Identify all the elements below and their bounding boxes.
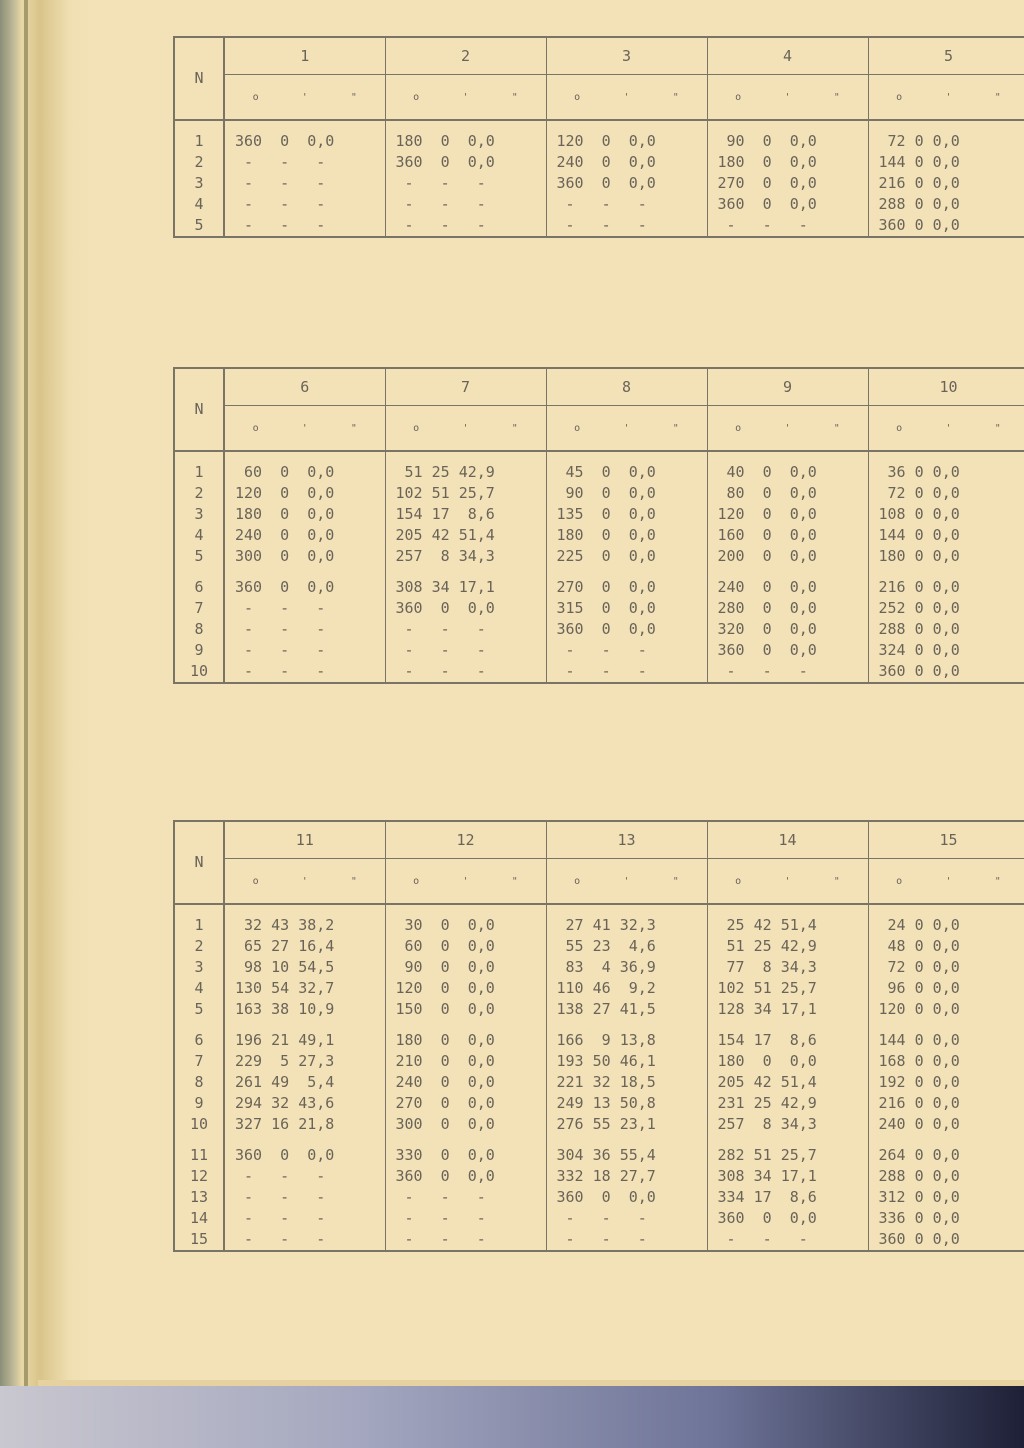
angle-cell: 180 0 0,0 bbox=[707, 152, 868, 173]
angle-cell: 90 0 0,0 bbox=[385, 957, 546, 978]
angle-cell: 60 0 0,0 bbox=[224, 462, 385, 483]
units-header bbox=[707, 859, 868, 905]
table-row bbox=[174, 1187, 1024, 1208]
group-header: 10 bbox=[868, 368, 1024, 406]
angle-cell: 324 0 0,0 bbox=[868, 640, 1024, 661]
angle-cell: 330 0 0,0 bbox=[385, 1145, 546, 1166]
angle-cell: 55 23 4,6 bbox=[546, 936, 707, 957]
table-row bbox=[174, 936, 1024, 957]
angle-cell: 180 0 0,0 bbox=[546, 525, 707, 546]
angle-cell: 360 0 0,0 bbox=[385, 1166, 546, 1187]
minute-symbol: ' bbox=[301, 422, 308, 434]
n-header: N bbox=[174, 821, 224, 904]
angle-cell: 130 54 32,7 bbox=[224, 978, 385, 999]
units-header bbox=[546, 75, 707, 121]
degree-symbol: o bbox=[896, 422, 903, 434]
angle-cell: 144 0 0,0 bbox=[868, 1030, 1024, 1051]
angle-cell: 36 0 0,0 bbox=[868, 462, 1024, 483]
angle-cell: 80 0 0,0 bbox=[707, 483, 868, 504]
table-row bbox=[174, 215, 1024, 237]
units-header bbox=[224, 859, 385, 905]
angle-cell: 294 32 43,6 bbox=[224, 1093, 385, 1114]
spine-binding-line bbox=[24, 0, 28, 1390]
degree-symbol: o bbox=[896, 91, 903, 103]
angle-cell: 288 0 0,0 bbox=[868, 619, 1024, 640]
group-header: 2 bbox=[385, 37, 546, 75]
degree-symbol: o bbox=[252, 875, 259, 887]
table-row bbox=[174, 577, 1024, 598]
row-number: 2 bbox=[174, 152, 224, 173]
table-row bbox=[174, 1166, 1024, 1187]
units-header bbox=[385, 75, 546, 121]
n-header: N bbox=[174, 37, 224, 120]
angle-cell: 51 25 42,9 bbox=[385, 462, 546, 483]
angle-cell: 288 0 0,0 bbox=[868, 194, 1024, 215]
minute-symbol: ' bbox=[945, 91, 952, 103]
row-number: 15 bbox=[174, 1229, 224, 1251]
row-number: 1 bbox=[174, 915, 224, 936]
angle-cell: 65 27 16,4 bbox=[224, 936, 385, 957]
angle-cell: - - - bbox=[224, 1187, 385, 1208]
angle-cell: 231 25 42,9 bbox=[707, 1093, 868, 1114]
angle-cell: 45 0 0,0 bbox=[546, 462, 707, 483]
angle-cell: 180 0 0,0 bbox=[224, 504, 385, 525]
second-symbol: " bbox=[994, 875, 1001, 887]
angle-cell: 180 0 0,0 bbox=[385, 131, 546, 152]
angle-cell: 300 0 0,0 bbox=[224, 546, 385, 567]
angle-cell: 205 42 51,4 bbox=[707, 1072, 868, 1093]
group-header: 14 bbox=[707, 821, 868, 859]
angle-cell: 240 0 0,0 bbox=[385, 1072, 546, 1093]
angle-cell: 166 9 13,8 bbox=[546, 1030, 707, 1051]
table-row bbox=[174, 525, 1024, 546]
angle-cell: 72 0 0,0 bbox=[868, 957, 1024, 978]
second-symbol: " bbox=[350, 91, 357, 103]
angle-cell: 150 0 0,0 bbox=[385, 999, 546, 1020]
minute-symbol: ' bbox=[462, 91, 469, 103]
angle-cell: 276 55 23,1 bbox=[546, 1114, 707, 1135]
angle-cell: 102 51 25,7 bbox=[707, 978, 868, 999]
angle-cell: - - - bbox=[224, 215, 385, 237]
angle-cell: 360 0 0,0 bbox=[868, 215, 1024, 237]
units-header bbox=[224, 406, 385, 452]
row-number: 5 bbox=[174, 546, 224, 567]
degree-symbol: o bbox=[413, 875, 420, 887]
angle-cell: 216 0 0,0 bbox=[868, 1093, 1024, 1114]
minute-symbol: ' bbox=[784, 91, 791, 103]
angle-cell: 308 34 17,1 bbox=[707, 1166, 868, 1187]
angle-cell: 32 43 38,2 bbox=[224, 915, 385, 936]
row-number: 7 bbox=[174, 1051, 224, 1072]
angle-cell: - - - bbox=[707, 661, 868, 683]
angle-cell: 320 0 0,0 bbox=[707, 619, 868, 640]
angle-cell: 154 17 8,6 bbox=[385, 504, 546, 525]
angle-cell: 249 13 50,8 bbox=[546, 1093, 707, 1114]
minute-symbol: ' bbox=[462, 422, 469, 434]
row-number: 4 bbox=[174, 525, 224, 546]
angle-cell: 83 4 36,9 bbox=[546, 957, 707, 978]
row-number: 1 bbox=[174, 131, 224, 152]
degree-symbol: o bbox=[574, 422, 581, 434]
second-symbol: " bbox=[833, 422, 840, 434]
angle-cell: 96 0 0,0 bbox=[868, 978, 1024, 999]
degree-symbol: o bbox=[252, 422, 259, 434]
row-number: 5 bbox=[174, 215, 224, 237]
angle-table-6-10 bbox=[173, 367, 1024, 684]
angle-cell: 120 0 0,0 bbox=[868, 999, 1024, 1020]
group-header: 5 bbox=[868, 37, 1024, 75]
angle-cell: - - - bbox=[546, 194, 707, 215]
angle-cell: - - - bbox=[546, 640, 707, 661]
units-header bbox=[868, 859, 1024, 905]
row-number: 3 bbox=[174, 957, 224, 978]
angle-cell: - - - bbox=[707, 215, 868, 237]
angle-cell: 192 0 0,0 bbox=[868, 1072, 1024, 1093]
row-number: 8 bbox=[174, 1072, 224, 1093]
angle-cell: 196 21 49,1 bbox=[224, 1030, 385, 1051]
angle-cell: 24 0 0,0 bbox=[868, 915, 1024, 936]
angle-cell: - - - bbox=[224, 152, 385, 173]
minute-symbol: ' bbox=[784, 875, 791, 887]
group-header: 11 bbox=[224, 821, 385, 859]
row-number: 6 bbox=[174, 1030, 224, 1051]
angle-cell: 282 51 25,7 bbox=[707, 1145, 868, 1166]
angle-cell: 193 50 46,1 bbox=[546, 1051, 707, 1072]
angle-cell: 138 27 41,5 bbox=[546, 999, 707, 1020]
row-number: 4 bbox=[174, 978, 224, 999]
row-number: 10 bbox=[174, 661, 224, 683]
row-number: 3 bbox=[174, 504, 224, 525]
angle-cell: 252 0 0,0 bbox=[868, 598, 1024, 619]
angle-cell: 280 0 0,0 bbox=[707, 598, 868, 619]
angle-cell: 270 0 0,0 bbox=[385, 1093, 546, 1114]
second-symbol: " bbox=[833, 91, 840, 103]
angle-cell: 336 0 0,0 bbox=[868, 1208, 1024, 1229]
angle-cell: 216 0 0,0 bbox=[868, 173, 1024, 194]
angle-cell: - - - bbox=[385, 661, 546, 683]
angle-cell: 257 8 34,3 bbox=[707, 1114, 868, 1135]
degree-symbol: o bbox=[413, 422, 420, 434]
minute-symbol: ' bbox=[462, 875, 469, 887]
minute-symbol: ' bbox=[784, 422, 791, 434]
degree-symbol: o bbox=[574, 91, 581, 103]
angle-cell: - - - bbox=[224, 1208, 385, 1229]
group-header: 15 bbox=[868, 821, 1024, 859]
angle-cell: - - - bbox=[385, 1229, 546, 1251]
table-row bbox=[174, 957, 1024, 978]
degree-symbol: o bbox=[413, 91, 420, 103]
angle-cell: 300 0 0,0 bbox=[385, 1114, 546, 1135]
angle-cell: 270 0 0,0 bbox=[546, 577, 707, 598]
second-symbol: " bbox=[350, 422, 357, 434]
angle-cell: 288 0 0,0 bbox=[868, 1166, 1024, 1187]
second-symbol: " bbox=[672, 91, 679, 103]
table-row bbox=[174, 152, 1024, 173]
angle-cell: - - - bbox=[224, 598, 385, 619]
row-number: 2 bbox=[174, 936, 224, 957]
angle-cell: 360 0 0,0 bbox=[707, 194, 868, 215]
angle-cell: 25 42 51,4 bbox=[707, 915, 868, 936]
angle-cell: 163 38 10,9 bbox=[224, 999, 385, 1020]
angle-cell: 257 8 34,3 bbox=[385, 546, 546, 567]
table-row bbox=[174, 194, 1024, 215]
table-row bbox=[174, 619, 1024, 640]
angle-cell: - - - bbox=[224, 640, 385, 661]
table-row bbox=[174, 1030, 1024, 1051]
table-row bbox=[174, 1229, 1024, 1251]
angle-cell: 48 0 0,0 bbox=[868, 936, 1024, 957]
angle-cell: 180 0 0,0 bbox=[707, 1051, 868, 1072]
minute-symbol: ' bbox=[301, 875, 308, 887]
angle-cell: 108 0 0,0 bbox=[868, 504, 1024, 525]
row-number: 5 bbox=[174, 999, 224, 1020]
second-symbol: " bbox=[833, 875, 840, 887]
row-number: 8 bbox=[174, 619, 224, 640]
row-number: 4 bbox=[174, 194, 224, 215]
row-number: 13 bbox=[174, 1187, 224, 1208]
angle-cell: 240 0 0,0 bbox=[546, 152, 707, 173]
minute-symbol: ' bbox=[623, 875, 630, 887]
table-row bbox=[174, 504, 1024, 525]
row-number: 14 bbox=[174, 1208, 224, 1229]
angle-cell: - - - bbox=[224, 619, 385, 640]
angle-cell: 205 42 51,4 bbox=[385, 525, 546, 546]
angle-cell: 30 0 0,0 bbox=[385, 915, 546, 936]
angle-cell: 221 32 18,5 bbox=[546, 1072, 707, 1093]
angle-cell: 135 0 0,0 bbox=[546, 504, 707, 525]
row-number: 10 bbox=[174, 1114, 224, 1135]
angle-cell: 90 0 0,0 bbox=[546, 483, 707, 504]
second-symbol: " bbox=[672, 422, 679, 434]
units-header bbox=[546, 859, 707, 905]
photo-background bbox=[0, 1386, 1024, 1448]
angle-cell: - - - bbox=[224, 661, 385, 683]
table-row bbox=[174, 1072, 1024, 1093]
table-row bbox=[174, 598, 1024, 619]
second-symbol: " bbox=[994, 91, 1001, 103]
angle-table-11-15 bbox=[173, 820, 1024, 1252]
degree-symbol: o bbox=[896, 875, 903, 887]
angle-cell: 304 36 55,4 bbox=[546, 1145, 707, 1166]
angle-cell: 60 0 0,0 bbox=[385, 936, 546, 957]
angle-cell: 168 0 0,0 bbox=[868, 1051, 1024, 1072]
angle-cell: - - - bbox=[546, 1229, 707, 1251]
table-row bbox=[174, 173, 1024, 194]
table-row bbox=[174, 546, 1024, 567]
units-header bbox=[546, 406, 707, 452]
second-symbol: " bbox=[994, 422, 1001, 434]
table-row bbox=[174, 661, 1024, 683]
units-header bbox=[385, 406, 546, 452]
second-symbol: " bbox=[672, 875, 679, 887]
angle-cell: - - - bbox=[385, 619, 546, 640]
group-header: 12 bbox=[385, 821, 546, 859]
angle-cell: 360 0 0,0 bbox=[707, 640, 868, 661]
table-row bbox=[174, 462, 1024, 483]
group-header: 6 bbox=[224, 368, 385, 406]
angle-cell: 225 0 0,0 bbox=[546, 546, 707, 567]
group-header: 7 bbox=[385, 368, 546, 406]
row-number: 3 bbox=[174, 173, 224, 194]
second-symbol: " bbox=[511, 422, 518, 434]
units-header bbox=[868, 75, 1024, 121]
group-header: 13 bbox=[546, 821, 707, 859]
row-number: 2 bbox=[174, 483, 224, 504]
angle-cell: - - - bbox=[224, 1229, 385, 1251]
angle-cell: - - - bbox=[385, 1208, 546, 1229]
angle-cell: - - - bbox=[385, 215, 546, 237]
row-number: 7 bbox=[174, 598, 224, 619]
angle-cell: - - - bbox=[385, 640, 546, 661]
angle-cell: 315 0 0,0 bbox=[546, 598, 707, 619]
angle-cell: 360 0 0,0 bbox=[868, 661, 1024, 683]
angle-cell: 200 0 0,0 bbox=[707, 546, 868, 567]
table-row bbox=[174, 1145, 1024, 1166]
table-row bbox=[174, 1051, 1024, 1072]
units-header bbox=[707, 75, 868, 121]
table-row bbox=[174, 1114, 1024, 1135]
angle-cell: 180 0 0,0 bbox=[385, 1030, 546, 1051]
angle-cell: 360 0 0,0 bbox=[546, 1187, 707, 1208]
row-number: 11 bbox=[174, 1145, 224, 1166]
n-header: N bbox=[174, 368, 224, 451]
angle-cell: 360 0 0,0 bbox=[707, 1208, 868, 1229]
angle-cell: 51 25 42,9 bbox=[707, 936, 868, 957]
angle-cell: - - - bbox=[385, 173, 546, 194]
book-spine bbox=[0, 0, 95, 1390]
angle-cell: 229 5 27,3 bbox=[224, 1051, 385, 1072]
group-header: 3 bbox=[546, 37, 707, 75]
angle-cell: 120 0 0,0 bbox=[224, 483, 385, 504]
angle-cell: 72 0 0,0 bbox=[868, 131, 1024, 152]
angle-cell: 180 0 0,0 bbox=[868, 546, 1024, 567]
minute-symbol: ' bbox=[945, 422, 952, 434]
table-row bbox=[174, 1093, 1024, 1114]
minute-symbol: ' bbox=[301, 91, 308, 103]
degree-symbol: o bbox=[574, 875, 581, 887]
angle-cell: 308 34 17,1 bbox=[385, 577, 546, 598]
group-header: 4 bbox=[707, 37, 868, 75]
angle-cell: 360 0 0,0 bbox=[224, 1145, 385, 1166]
angle-cell: 240 0 0,0 bbox=[707, 577, 868, 598]
second-symbol: " bbox=[511, 875, 518, 887]
angle-cell: 40 0 0,0 bbox=[707, 462, 868, 483]
units-header bbox=[385, 859, 546, 905]
row-number: 9 bbox=[174, 640, 224, 661]
angle-cell: 210 0 0,0 bbox=[385, 1051, 546, 1072]
angle-cell: 154 17 8,6 bbox=[707, 1030, 868, 1051]
angle-cell: - - - bbox=[546, 1208, 707, 1229]
angle-cell: 270 0 0,0 bbox=[707, 173, 868, 194]
angle-cell: - - - bbox=[224, 173, 385, 194]
angle-cell: 98 10 54,5 bbox=[224, 957, 385, 978]
minute-symbol: ' bbox=[945, 875, 952, 887]
angle-cell: 120 0 0,0 bbox=[385, 978, 546, 999]
angle-table-1-5 bbox=[173, 36, 1024, 238]
row-number: 1 bbox=[174, 462, 224, 483]
angle-cell: 312 0 0,0 bbox=[868, 1187, 1024, 1208]
angle-cell: 264 0 0,0 bbox=[868, 1145, 1024, 1166]
angle-cell: 327 16 21,8 bbox=[224, 1114, 385, 1135]
table-row bbox=[174, 978, 1024, 999]
units-header bbox=[224, 75, 385, 121]
angle-cell: - - - bbox=[224, 1166, 385, 1187]
table-row bbox=[174, 640, 1024, 661]
angle-cell: 120 0 0,0 bbox=[707, 504, 868, 525]
angle-cell: - - - bbox=[224, 194, 385, 215]
angle-cell: 102 51 25,7 bbox=[385, 483, 546, 504]
angle-cell: 144 0 0,0 bbox=[868, 525, 1024, 546]
group-header: 9 bbox=[707, 368, 868, 406]
angle-cell: 261 49 5,4 bbox=[224, 1072, 385, 1093]
angle-cell: 334 17 8,6 bbox=[707, 1187, 868, 1208]
angle-cell: 144 0 0,0 bbox=[868, 152, 1024, 173]
table-row bbox=[174, 131, 1024, 152]
second-symbol: " bbox=[511, 91, 518, 103]
second-symbol: " bbox=[350, 875, 357, 887]
table-row bbox=[174, 483, 1024, 504]
angle-cell: - - - bbox=[385, 1187, 546, 1208]
angle-cell: - - - bbox=[707, 1229, 868, 1251]
units-header bbox=[868, 406, 1024, 452]
angle-cell: 160 0 0,0 bbox=[707, 525, 868, 546]
angle-cell: - - - bbox=[546, 661, 707, 683]
angle-cell: 240 0 0,0 bbox=[868, 1114, 1024, 1135]
angle-cell: 332 18 27,7 bbox=[546, 1166, 707, 1187]
row-number: 9 bbox=[174, 1093, 224, 1114]
angle-cell: 360 0 0,0 bbox=[224, 577, 385, 598]
group-header: 1 bbox=[224, 37, 385, 75]
degree-symbol: o bbox=[735, 91, 742, 103]
angle-cell: 77 8 34,3 bbox=[707, 957, 868, 978]
row-number: 6 bbox=[174, 577, 224, 598]
table-row bbox=[174, 999, 1024, 1020]
angle-cell: 120 0 0,0 bbox=[546, 131, 707, 152]
angle-cell: 360 0 0,0 bbox=[385, 598, 546, 619]
angle-cell: 360 0 0,0 bbox=[546, 173, 707, 194]
minute-symbol: ' bbox=[623, 422, 630, 434]
degree-symbol: o bbox=[735, 422, 742, 434]
degree-symbol: o bbox=[252, 91, 259, 103]
angle-cell: 360 0 0,0 bbox=[546, 619, 707, 640]
angle-cell: 90 0 0,0 bbox=[707, 131, 868, 152]
angle-cell: 360 0 0,0 bbox=[385, 152, 546, 173]
row-number: 12 bbox=[174, 1166, 224, 1187]
angle-cell: - - - bbox=[385, 194, 546, 215]
angle-cell: - - - bbox=[546, 215, 707, 237]
minute-symbol: ' bbox=[623, 91, 630, 103]
angle-cell: 27 41 32,3 bbox=[546, 915, 707, 936]
angle-cell: 110 46 9,2 bbox=[546, 978, 707, 999]
degree-symbol: o bbox=[735, 875, 742, 887]
group-header: 8 bbox=[546, 368, 707, 406]
angle-cell: 216 0 0,0 bbox=[868, 577, 1024, 598]
table-row bbox=[174, 915, 1024, 936]
units-header bbox=[707, 406, 868, 452]
angle-cell: 128 34 17,1 bbox=[707, 999, 868, 1020]
angle-cell: 240 0 0,0 bbox=[224, 525, 385, 546]
angle-cell: 360 0 0,0 bbox=[868, 1229, 1024, 1251]
table-row bbox=[174, 1208, 1024, 1229]
angle-cell: 72 0 0,0 bbox=[868, 483, 1024, 504]
angle-cell: 360 0 0,0 bbox=[224, 131, 385, 152]
